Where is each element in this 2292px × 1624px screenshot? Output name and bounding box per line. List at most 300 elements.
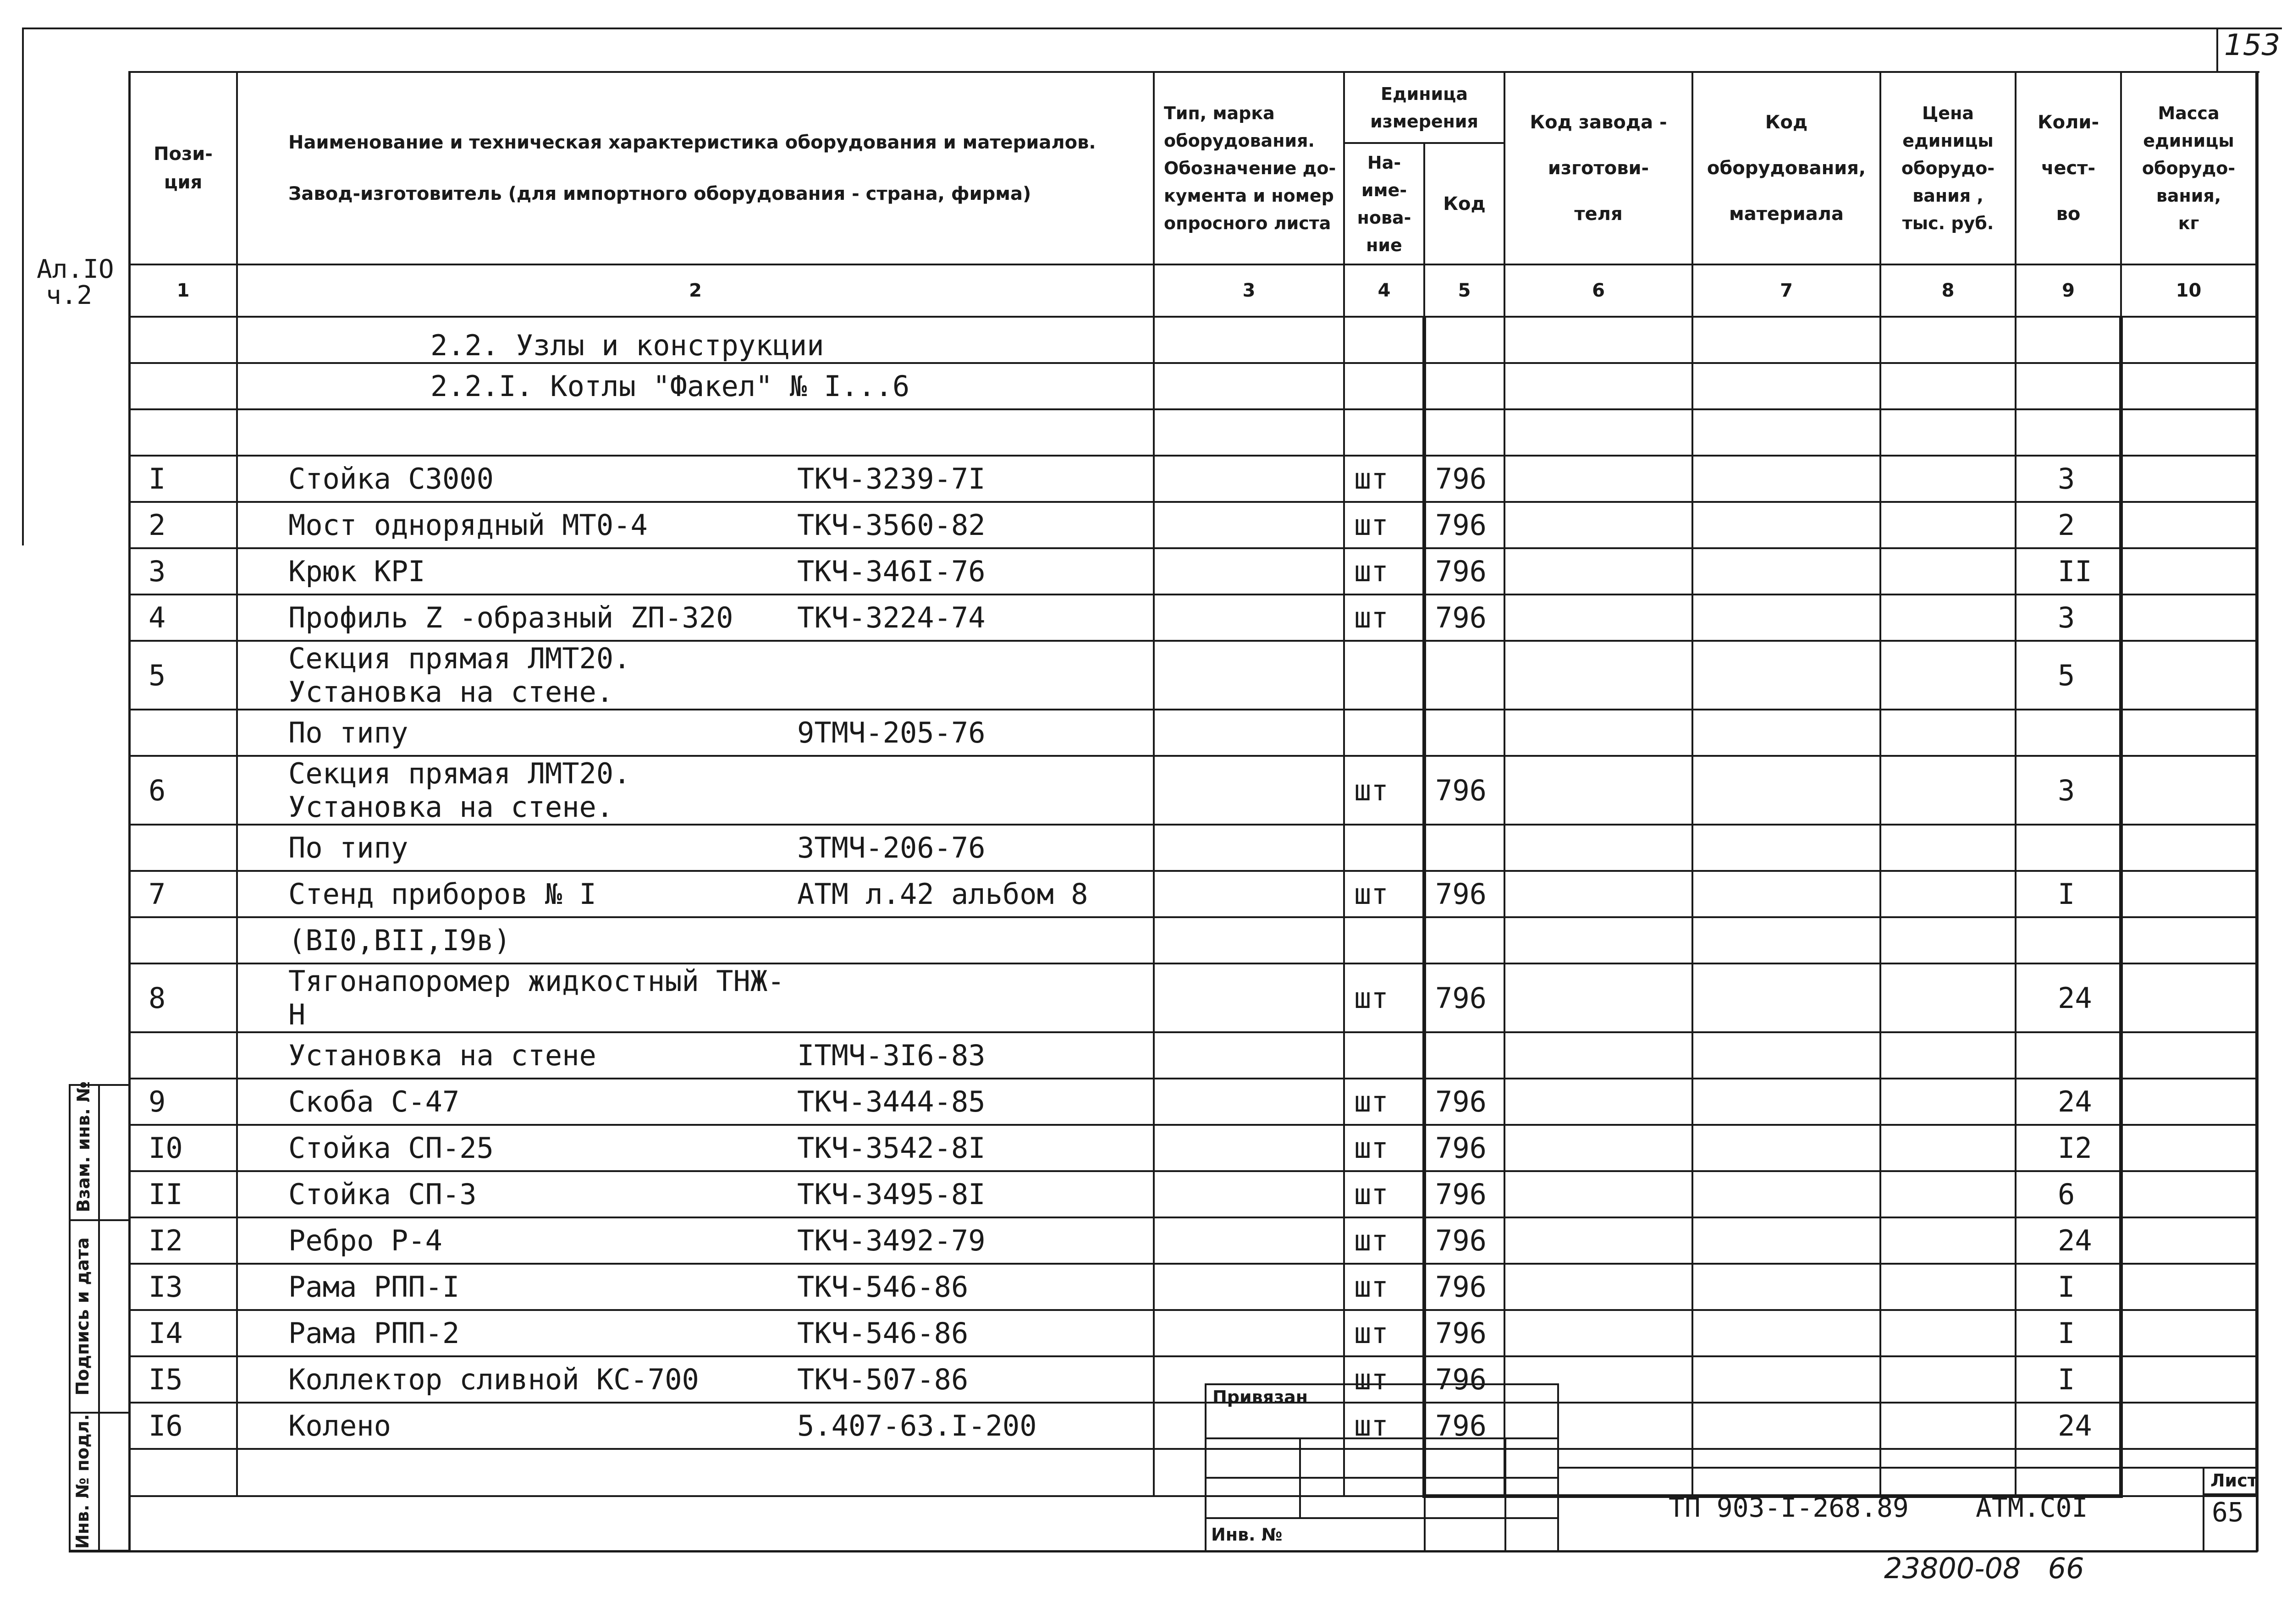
row-price — [1880, 548, 2016, 595]
row-position: I4 — [129, 1310, 237, 1356]
row-mass — [2121, 917, 2256, 963]
row-mass — [2121, 1032, 2256, 1079]
row-equipment-code — [1692, 1032, 1880, 1079]
row-unit-code: 796 — [1424, 502, 1504, 548]
row-price — [1880, 825, 2016, 871]
tb-doc-top-line — [1557, 1467, 2258, 1469]
inv-no-label: Инв. № — [1211, 1525, 1283, 1545]
row-equipment-code — [1692, 548, 1880, 595]
row-unit-code: 796 — [1424, 456, 1504, 502]
row-mass — [2121, 871, 2256, 917]
colnum-3: 3 — [1154, 264, 1344, 317]
table-row — [129, 917, 2256, 963]
row-factory-code — [1504, 917, 1692, 963]
row-unit-code: 796 — [1424, 595, 1504, 641]
row-position: I0 — [129, 1125, 237, 1171]
tb-grid-a2 — [1299, 1437, 1426, 1479]
row-equipment-code — [1692, 1310, 1880, 1356]
row-document — [797, 924, 1153, 957]
colnum-1: 1 — [129, 264, 237, 317]
side-stamp-vzam: Взам. инв. № — [73, 1081, 94, 1212]
row-position: I3 — [129, 1264, 237, 1310]
row-price — [1880, 641, 2016, 710]
row-mass — [2121, 641, 2256, 710]
table-row — [129, 1356, 2256, 1403]
tb-grid-b3 — [1424, 1477, 1506, 1519]
row-unit-code — [1424, 1032, 1504, 1079]
row-name: Рама РПП-2 — [288, 1316, 460, 1350]
row-factory-code — [1504, 1217, 1692, 1264]
row-unit: шт — [1344, 1217, 1424, 1264]
row-unit: шт — [1344, 1171, 1424, 1217]
side-stamp-divider-1 — [98, 1086, 100, 1550]
row-name-cell — [237, 1125, 1154, 1171]
row-type — [1154, 756, 1344, 825]
tb-grid-b1 — [1205, 1477, 1301, 1519]
row-factory-code — [1504, 710, 1692, 756]
row-quantity: 3 — [2016, 756, 2121, 825]
row-quantity: II — [2016, 548, 2121, 595]
row-name-cell — [237, 1079, 1154, 1125]
privyazan-label: Привязан — [1212, 1387, 1308, 1407]
row-name-cell — [237, 710, 1154, 756]
row-factory-code — [1504, 548, 1692, 595]
row-document: 3ТМЧ-206-76 — [797, 831, 986, 864]
row-unit: шт — [1344, 595, 1424, 641]
row-mass — [2121, 1217, 2256, 1264]
row-position: 4 — [129, 595, 237, 641]
row-factory-code — [1504, 1171, 1692, 1217]
row-factory-code — [1504, 1032, 1692, 1079]
row-mass — [2121, 825, 2256, 871]
column-number-row — [129, 264, 2256, 317]
empty-cell — [1880, 1449, 2016, 1496]
row-price — [1880, 756, 2016, 825]
row-factory-code — [1504, 595, 1692, 641]
row-name-cell — [237, 1217, 1154, 1264]
row-document — [797, 642, 1153, 709]
section-row — [129, 317, 2256, 363]
row-unit-code: 796 — [1424, 871, 1504, 917]
row-price — [1880, 1217, 2016, 1264]
doc-mark: АТМ.С0I — [1976, 1492, 2088, 1523]
row-unit: шт — [1344, 1264, 1424, 1310]
row-factory-code — [1504, 963, 1692, 1032]
sheet-box-divider — [2203, 1493, 2258, 1495]
colnum-10: 10 — [2121, 264, 2256, 317]
row-equipment-code — [1692, 1403, 1880, 1449]
header-name-line1: Наименование и техническая характеристика оборудования и материалов. — [288, 132, 1096, 153]
row-document: ТКЧ-3495-8I — [797, 1178, 986, 1211]
row-unit-code: 796 — [1424, 1403, 1504, 1449]
row-position — [129, 825, 237, 871]
row-position: I5 — [129, 1356, 237, 1403]
row-type — [1154, 963, 1344, 1032]
row-name-cell — [237, 917, 1154, 963]
row-quantity: I — [2016, 1356, 2121, 1403]
tb-grid-a3 — [1424, 1437, 1506, 1479]
row-price — [1880, 1032, 2016, 1079]
header-quantity: Коли- чест- во — [2016, 72, 2121, 264]
row-name: По типу — [288, 831, 408, 864]
row-name: Ребро Р-4 — [288, 1224, 442, 1257]
row-equipment-code — [1692, 1217, 1880, 1264]
row-document: IТМЧ-3I6-83 — [797, 1039, 986, 1072]
row-name: Мост однорядный МТ0-4 — [288, 508, 648, 542]
row-unit-code — [1424, 641, 1504, 710]
row-name: По типу — [288, 716, 408, 749]
row-equipment-code — [1692, 456, 1880, 502]
row-equipment-code — [1692, 502, 1880, 548]
row-unit — [1344, 825, 1424, 871]
row-quantity — [2016, 825, 2121, 871]
row-document: ТКЧ-3542-8I — [797, 1131, 986, 1165]
row-type — [1154, 1125, 1344, 1171]
row-unit-code: 796 — [1424, 1125, 1504, 1171]
row-quantity: I — [2016, 1264, 2121, 1310]
header-mass: Масса единицы оборудо- вания, кг — [2121, 72, 2256, 264]
row-name-cell — [237, 1356, 1154, 1403]
row-equipment-code — [1692, 710, 1880, 756]
row-document: ТКЧ-3444-85 — [797, 1085, 986, 1118]
tb-grid-b4 — [1504, 1477, 1559, 1519]
row-name-cell — [237, 963, 1154, 1032]
row-factory-code — [1504, 502, 1692, 548]
row-unit: шт — [1344, 1310, 1424, 1356]
row-quantity: 24 — [2016, 1403, 2121, 1449]
row-price — [1880, 1264, 2016, 1310]
row-document: ТКЧ-507-86 — [797, 1363, 969, 1396]
row-mass — [2121, 1079, 2256, 1125]
row-name-cell — [237, 825, 1154, 871]
row-unit — [1344, 917, 1424, 963]
row-unit-code: 796 — [1424, 1356, 1504, 1403]
row-mass — [2121, 1125, 2256, 1171]
row-quantity: 6 — [2016, 1171, 2121, 1217]
row-type — [1154, 641, 1344, 710]
row-unit: шт — [1344, 548, 1424, 595]
tb-inv-box-3 — [1504, 1517, 1559, 1552]
row-name: Секция прямая ЛМТ20. Установка на стене. — [288, 642, 631, 709]
row-document: ТКЧ-3492-79 — [797, 1224, 986, 1257]
row-quantity: 2 — [2016, 502, 2121, 548]
row-unit-code: 796 — [1424, 756, 1504, 825]
row-factory-code — [1504, 756, 1692, 825]
empty-cell — [237, 1449, 1154, 1496]
row-mass — [2121, 502, 2256, 548]
row-name: Установка на стене — [288, 1039, 596, 1072]
subsection-title: 2.2.I. Котлы "Факел" № I...6 — [237, 363, 1154, 409]
row-mass — [2121, 456, 2256, 502]
row-type — [1154, 456, 1344, 502]
row-factory-code — [1504, 1079, 1692, 1125]
row-factory-code — [1504, 456, 1692, 502]
colnum-8: 8 — [1880, 264, 2016, 317]
table-row — [129, 756, 2256, 825]
table-row — [129, 1125, 2256, 1171]
row-name-cell — [237, 1032, 1154, 1079]
row-name-cell — [237, 1403, 1154, 1449]
frame-top-line — [22, 28, 2282, 29]
row-document: ТКЧ-546-86 — [797, 1316, 969, 1350]
row-document: ТКЧ-3560-82 — [797, 508, 986, 542]
row-price — [1880, 595, 2016, 641]
colnum-6: 6 — [1504, 264, 1692, 317]
row-position — [129, 710, 237, 756]
table-row — [129, 825, 2256, 871]
row-factory-code — [1504, 871, 1692, 917]
row-mass — [2121, 710, 2256, 756]
row-quantity: I — [2016, 871, 2121, 917]
row-position: 3 — [129, 548, 237, 595]
row-equipment-code — [1692, 1264, 1880, 1310]
row-name-cell — [237, 502, 1154, 548]
row-unit-code — [1424, 917, 1504, 963]
row-equipment-code — [1692, 756, 1880, 825]
row-price — [1880, 871, 2016, 917]
row-factory-code — [1504, 641, 1692, 710]
row-position — [129, 917, 237, 963]
row-type — [1154, 1310, 1344, 1356]
tb-grid-a1 — [1205, 1437, 1301, 1479]
table-row — [129, 595, 2256, 641]
row-name: Стойка СП-25 — [288, 1131, 494, 1165]
row-equipment-code — [1692, 1125, 1880, 1171]
row-position: II — [129, 1171, 237, 1217]
row-mass — [2121, 1403, 2256, 1449]
row-name: Стенд приборов № I — [288, 877, 596, 911]
row-name: Тягонапоромер жидкостный ТНЖ-Н — [288, 964, 785, 1031]
header-unit-name: На- име- нова- ние — [1344, 143, 1424, 264]
table-row-empty — [129, 1449, 2256, 1496]
row-equipment-code — [1692, 641, 1880, 710]
table-row — [129, 871, 2256, 917]
table-row — [129, 502, 2256, 548]
row-price — [1880, 1356, 2016, 1403]
row-name: (BI0,BII,I9в) — [288, 924, 511, 957]
row-type — [1154, 710, 1344, 756]
row-unit: шт — [1344, 1125, 1424, 1171]
row-unit: шт — [1344, 1356, 1424, 1403]
table-row — [129, 710, 2256, 756]
row-unit-code: 796 — [1424, 1171, 1504, 1217]
table-row — [129, 1079, 2256, 1125]
row-document — [797, 757, 1153, 824]
row-price — [1880, 710, 2016, 756]
row-price — [1880, 502, 2016, 548]
row-price — [1880, 963, 2016, 1032]
colnum-4: 4 — [1344, 264, 1424, 317]
frame-left-line — [22, 28, 24, 545]
row-unit-code: 796 — [1424, 1310, 1504, 1356]
row-document: 9ТМЧ-205-76 — [797, 716, 986, 749]
row-quantity: 24 — [2016, 1217, 2121, 1264]
row-quantity: I2 — [2016, 1125, 2121, 1171]
colnum-5: 5 — [1424, 264, 1504, 317]
row-document: ТКЧ-3239-7I — [797, 462, 986, 495]
row-unit: шт — [1344, 1403, 1424, 1449]
row-price — [1880, 1125, 2016, 1171]
row-equipment-code — [1692, 825, 1880, 871]
header-type: Тип, марка оборудования. Обозначение до- кумента и номер опросного листа — [1154, 72, 1344, 264]
row-type — [1154, 1079, 1344, 1125]
row-price — [1880, 456, 2016, 502]
row-name-cell — [237, 1310, 1154, 1356]
header-price: Цена единицы оборудо- вания , тыс. руб. — [1880, 72, 2016, 264]
row-type — [1154, 1217, 1344, 1264]
specification-table — [128, 71, 2257, 1498]
row-name-cell — [237, 456, 1154, 502]
row-unit: шт — [1344, 456, 1424, 502]
row-position: I2 — [129, 1217, 237, 1264]
header-name-line2: Завод-изготовитель (для импортного оборудования - страна, фирма) — [288, 183, 1031, 204]
row-mass — [2121, 756, 2256, 825]
row-type — [1154, 1032, 1344, 1079]
row-quantity: 24 — [2016, 1079, 2121, 1125]
table-row — [129, 456, 2256, 502]
row-equipment-code — [1692, 917, 1880, 963]
row-type — [1154, 825, 1344, 871]
row-unit: шт — [1344, 1079, 1424, 1125]
row-equipment-code — [1692, 595, 1880, 641]
row-mass — [2121, 1356, 2256, 1403]
row-unit: шт — [1344, 963, 1424, 1032]
row-quantity: 3 — [2016, 456, 2121, 502]
tb-grid-b2 — [1299, 1477, 1426, 1519]
row-price — [1880, 917, 2016, 963]
row-document: 5.407-63.I-200 — [797, 1409, 1037, 1442]
header-unit-group: Единица измерения — [1344, 72, 1504, 143]
row-type — [1154, 917, 1344, 963]
row-name-cell — [237, 871, 1154, 917]
row-position — [129, 1032, 237, 1079]
side-stamp-inv: Инв. № подл. — [72, 1414, 93, 1549]
row-quantity: 24 — [2016, 963, 2121, 1032]
row-quantity: I — [2016, 1310, 2121, 1356]
section-title: 2.2. Узлы и конструкции — [237, 317, 1154, 363]
header-position: Пози- ция — [129, 72, 237, 264]
row-equipment-code — [1692, 1356, 1880, 1403]
row-type — [1154, 1264, 1344, 1310]
row-type — [1154, 548, 1344, 595]
empty-cell — [129, 1449, 237, 1496]
row-quantity — [2016, 710, 2121, 756]
empty-cell — [2016, 1449, 2121, 1496]
row-name: Стойка С3000 — [288, 462, 494, 495]
row-type — [1154, 1171, 1344, 1217]
row-position: 9 — [129, 1079, 237, 1125]
tb-inv-box-2 — [1424, 1517, 1506, 1552]
row-mass — [2121, 1264, 2256, 1310]
colnum-9: 9 — [2016, 264, 2121, 317]
row-name-cell — [237, 1264, 1154, 1310]
row-unit — [1344, 1032, 1424, 1079]
row-unit-code: 796 — [1424, 1217, 1504, 1264]
row-name: Профиль Z -образный ZП-320 — [288, 601, 733, 634]
doc-designation: ТП 903-I-268.89 — [1669, 1492, 1909, 1523]
row-type — [1154, 595, 1344, 641]
album-ref-line2: ч.2 — [46, 281, 93, 310]
colnum-7: 7 — [1692, 264, 1880, 317]
sheet-label: Лист — [2210, 1470, 2258, 1491]
row-mass — [2121, 595, 2256, 641]
row-name-cell — [237, 595, 1154, 641]
row-equipment-code — [1692, 871, 1880, 917]
row-position: I6 — [129, 1403, 237, 1449]
row-document: ТКЧ-546-86 — [797, 1270, 969, 1304]
side-stamp-podpis: Подпись и дата — [72, 1237, 93, 1396]
row-price — [1880, 1079, 2016, 1125]
footer-handwritten-number: 23800-08 66 — [1884, 1552, 2084, 1585]
row-unit — [1344, 710, 1424, 756]
row-unit-code: 796 — [1424, 1079, 1504, 1125]
row-unit: шт — [1344, 756, 1424, 825]
row-unit: шт — [1344, 871, 1424, 917]
row-document: ТКЧ-346I-76 — [797, 555, 986, 588]
row-type — [1154, 871, 1344, 917]
table-row — [129, 1032, 2256, 1079]
table-row — [129, 548, 2256, 595]
row-mass — [2121, 963, 2256, 1032]
row-name: Секция прямая ЛМТ20. Установка на стене. — [288, 757, 631, 824]
empty-cell — [1692, 1449, 1880, 1496]
row-name-cell — [237, 756, 1154, 825]
row-unit-code — [1424, 825, 1504, 871]
row-price — [1880, 1403, 2016, 1449]
row-quantity: 5 — [2016, 641, 2121, 710]
album-ref-line1: Ал.IO — [37, 254, 114, 284]
row-name-cell — [237, 548, 1154, 595]
row-document: ТКЧ-3224-74 — [797, 601, 986, 634]
header-unit-code: Код — [1424, 143, 1504, 264]
table-row — [129, 963, 2256, 1032]
row-unit-code: 796 — [1424, 1264, 1504, 1310]
row-mass — [2121, 1171, 2256, 1217]
table-row — [129, 1403, 2256, 1449]
row-document — [797, 964, 1153, 1031]
row-name: Коллектор сливной КС-700 — [288, 1363, 699, 1396]
row-position: I — [129, 456, 237, 502]
row-quantity: 3 — [2016, 595, 2121, 641]
sheet-number: 65 — [2212, 1497, 2244, 1528]
row-equipment-code — [1692, 1171, 1880, 1217]
row-name: Стойка СП-3 — [288, 1178, 477, 1211]
row-name: Рама РПП-I — [288, 1270, 460, 1304]
row-unit-code: 796 — [1424, 548, 1504, 595]
row-unit — [1344, 641, 1424, 710]
row-position: 7 — [129, 871, 237, 917]
subsection-row — [129, 363, 2256, 409]
corner-sheet-number: 153 — [2224, 28, 2281, 62]
row-factory-code — [1504, 1125, 1692, 1171]
row-factory-code — [1504, 1310, 1692, 1356]
table-row — [129, 1310, 2256, 1356]
row-name-cell — [237, 1171, 1154, 1217]
row-equipment-code — [1692, 1079, 1880, 1125]
row-quantity — [2016, 917, 2121, 963]
row-unit-code: 796 — [1424, 963, 1504, 1032]
colnum-2: 2 — [237, 264, 1154, 317]
row-mass — [2121, 1310, 2256, 1356]
header-equipment-code: Код оборудования, материала — [1692, 72, 1880, 264]
row-unit: шт — [1344, 502, 1424, 548]
row-factory-code — [1504, 1264, 1692, 1310]
table-row — [129, 1217, 2256, 1264]
row-price — [1880, 1171, 2016, 1217]
table-row — [129, 641, 2256, 710]
row-unit-code — [1424, 710, 1504, 756]
row-type — [1154, 502, 1344, 548]
